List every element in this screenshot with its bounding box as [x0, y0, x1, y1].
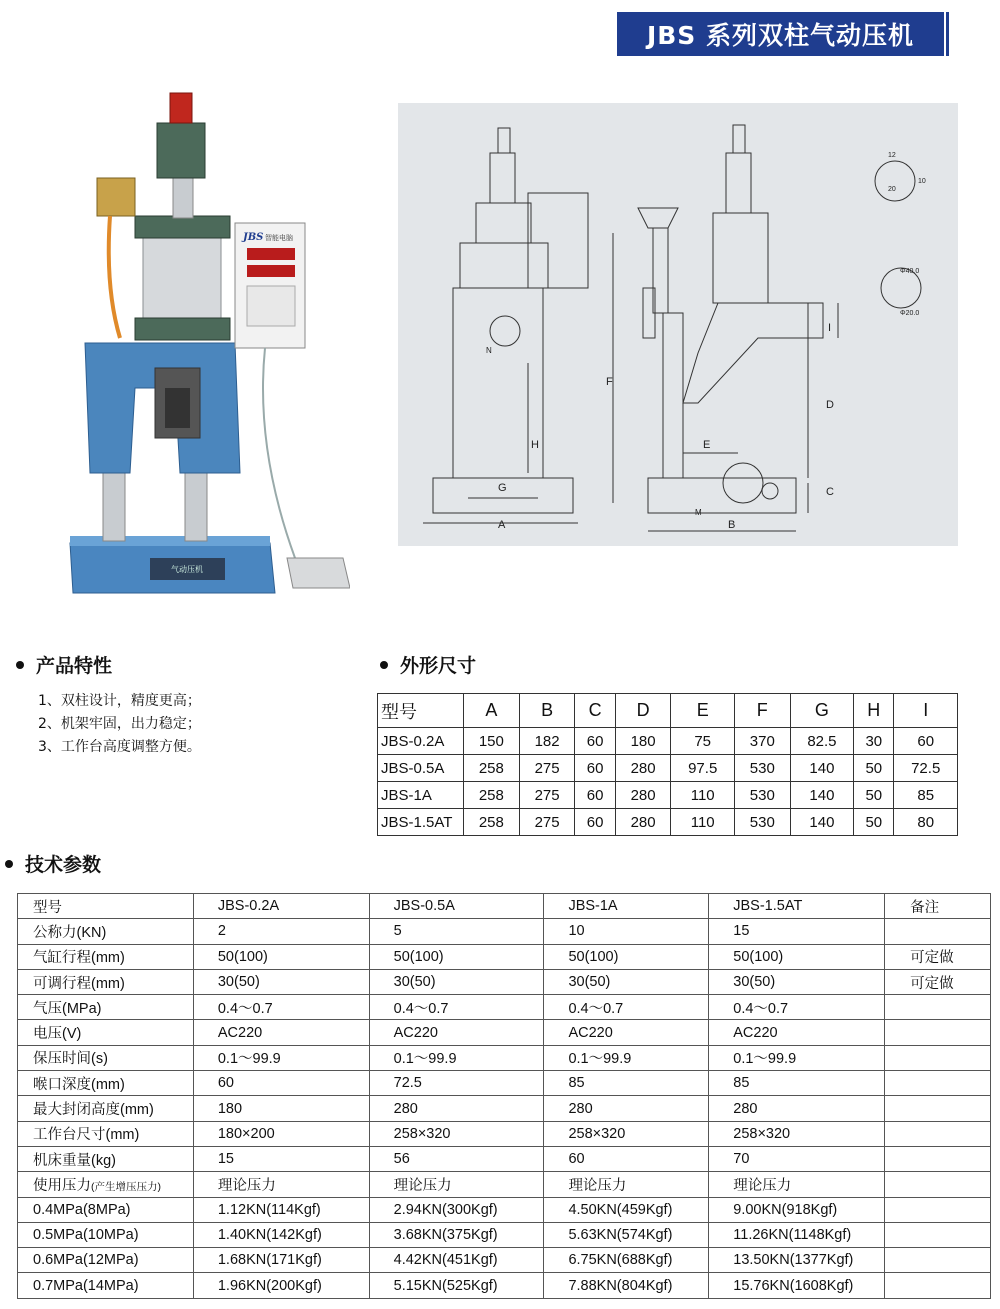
table-cell: 理论压力 [709, 1172, 885, 1197]
table-cell: 0.1～99.9 [544, 1045, 709, 1070]
table-cell: 530 [734, 755, 790, 782]
table-row [18, 1197, 991, 1222]
table-cell: 50(100) [709, 944, 885, 969]
table-cell: 60 [575, 728, 615, 755]
table-row [18, 1096, 991, 1121]
table-cell: 280 [709, 1096, 885, 1121]
table-row [18, 995, 991, 1020]
dim-label-e: E [703, 439, 711, 451]
table-header-cell: JBS-1.5AT [709, 894, 885, 919]
specs-heading-text: 技术参数 [25, 854, 102, 876]
table-cell: 280 [615, 782, 671, 809]
table-cell: 可定做 [885, 944, 991, 969]
table-cell: 60 [575, 809, 615, 836]
table-cell: 85 [544, 1071, 709, 1096]
dim-label-b: B [728, 519, 736, 531]
table-header-cell: G [790, 694, 853, 728]
table-header-row [378, 694, 958, 728]
table-cell: 280 [615, 755, 671, 782]
table-cell: 50 [854, 782, 894, 809]
table-cell: 0.7MPa(14MPa) [18, 1273, 194, 1298]
table-cell: 60 [544, 1146, 709, 1171]
table-header-cell: E [671, 694, 734, 728]
table-cell: 258×320 [709, 1121, 885, 1146]
table-cell: 140 [790, 782, 853, 809]
table-cell: 370 [734, 728, 790, 755]
table-cell: 1.68KN(171Kgf) [193, 1248, 369, 1273]
table-cell: 2 [193, 919, 369, 944]
specs-heading [5, 850, 101, 877]
table-cell: 0.6MPa(12MPa) [18, 1248, 194, 1273]
table-cell: 0.1～99.9 [193, 1045, 369, 1070]
table-row [18, 1146, 991, 1171]
table-cell: AC220 [193, 1020, 369, 1045]
bullet-icon [16, 661, 24, 669]
table-cell: AC220 [544, 1020, 709, 1045]
table-cell: 6.75KN(688Kgf) [544, 1248, 709, 1273]
table-header-cell: H [854, 694, 894, 728]
table-cell: 保压时间(s) [18, 1045, 194, 1070]
table-row [378, 809, 958, 836]
table-cell: 75 [671, 728, 734, 755]
table-cell: 180 [615, 728, 671, 755]
table-cell: 150 [464, 728, 520, 755]
table-cell: 280 [615, 809, 671, 836]
table-cell: AC220 [709, 1020, 885, 1045]
table-cell: JBS-1.5AT [378, 809, 464, 836]
table-cell [885, 1121, 991, 1146]
table-cell: 140 [790, 755, 853, 782]
detail-dim-10: 10 [918, 178, 926, 185]
table-cell: 60 [894, 728, 958, 755]
table-row [18, 919, 991, 944]
table-cell: 82.5 [790, 728, 853, 755]
table-cell: 280 [544, 1096, 709, 1121]
table-cell: 可定做 [885, 969, 991, 994]
table-cell: 97.5 [671, 755, 734, 782]
table-cell: 50(100) [193, 944, 369, 969]
table-cell: 0.1～99.9 [369, 1045, 544, 1070]
table-header-row [18, 894, 991, 919]
table-header-cell: JBS-0.5A [369, 894, 544, 919]
table-cell: 1.12KN(114Kgf) [193, 1197, 369, 1222]
table-cell: 258 [464, 809, 520, 836]
table-cell: 0.4～0.7 [369, 995, 544, 1020]
table-cell: 60 [193, 1071, 369, 1096]
table-cell: 1.40KN(142Kgf) [193, 1222, 369, 1247]
table-cell: 7.88KN(804Kgf) [544, 1273, 709, 1298]
table-cell: 最大封闭高度(mm) [18, 1096, 194, 1121]
table-cell: 15 [193, 1146, 369, 1171]
table-cell: 15.76KN(1608Kgf) [709, 1273, 885, 1298]
table-row [18, 1273, 991, 1298]
dim-label-n: N [486, 346, 492, 355]
table-cell: 0.4～0.7 [709, 995, 885, 1020]
table-cell [885, 1197, 991, 1222]
table-cell [885, 1146, 991, 1171]
table-cell: 5 [369, 919, 544, 944]
table-cell: 258×320 [544, 1121, 709, 1146]
table-cell: 理论压力 [193, 1172, 369, 1197]
table-cell: JBS-1A [378, 782, 464, 809]
dim-label-g: G [498, 482, 507, 494]
table-cell: 30(50) [544, 969, 709, 994]
table-cell [885, 1172, 991, 1197]
table-cell: 275 [519, 782, 575, 809]
feature-item: 1、双柱设计，精度更高； [38, 693, 201, 709]
controller-brand: JBS [243, 232, 264, 243]
detail-dim-12: 12 [888, 152, 896, 159]
table-cell: 5.63KN(574Kgf) [544, 1222, 709, 1247]
table-cell: 258 [464, 755, 520, 782]
table-cell: 60 [575, 755, 615, 782]
table-cell: 72.5 [894, 755, 958, 782]
table-cell: 140 [790, 809, 853, 836]
table-cell: 180×200 [193, 1121, 369, 1146]
table-cell [885, 1096, 991, 1121]
table-cell: 530 [734, 782, 790, 809]
table-cell: 气缸行程(mm) [18, 944, 194, 969]
table-cell: 理论压力 [544, 1172, 709, 1197]
table-cell [885, 1273, 991, 1298]
table-cell: 11.26KN(1148Kgf) [709, 1222, 885, 1247]
nameplate-text: 气动压机 [171, 565, 203, 574]
dimensions-table [377, 693, 958, 836]
table-header-cell: 型号 [378, 694, 464, 728]
table-cell: 可调行程(mm) [18, 969, 194, 994]
table-cell: JBS-0.2A [378, 728, 464, 755]
dimensions-heading [380, 651, 476, 678]
dim-label-h: H [531, 439, 539, 451]
table-cell: 10 [544, 919, 709, 944]
dim-label-f: F [606, 376, 613, 388]
pressure-note: (产生增压压力) [91, 1180, 161, 1193]
table-row [18, 1222, 991, 1247]
table-cell: 电压(V) [18, 1020, 194, 1045]
features-heading-text: 产品特性 [36, 655, 113, 677]
table-cell: 275 [519, 755, 575, 782]
detail-dim-phi40: Φ40.0 [900, 268, 920, 275]
table-cell: 30(50) [193, 969, 369, 994]
dim-label-i: I [828, 322, 832, 334]
table-header-cell: 备注 [885, 894, 991, 919]
features-heading [16, 651, 112, 678]
table-cell: 0.4～0.7 [193, 995, 369, 1020]
specs-table [17, 893, 991, 1299]
table-cell: 50(100) [544, 944, 709, 969]
table-cell: 70 [709, 1146, 885, 1171]
detail-dim-phi20: Φ20.0 [900, 310, 920, 317]
table-header-cell: JBS-1A [544, 894, 709, 919]
table-cell: 530 [734, 809, 790, 836]
table-cell: 72.5 [369, 1071, 544, 1096]
table-cell: 气压(MPa) [18, 995, 194, 1020]
table-cell: JBS-0.5A [378, 755, 464, 782]
table-cell: 3.68KN(375Kgf) [369, 1222, 544, 1247]
table-row [18, 1020, 991, 1045]
table-row [378, 728, 958, 755]
table-header-cell: D [615, 694, 671, 728]
feature-item: 3、工作台高度调整方便。 [38, 739, 201, 755]
dim-label-c: C [826, 486, 834, 498]
table-row [18, 944, 991, 969]
machine-photo [65, 88, 350, 598]
table-row [18, 1248, 991, 1273]
table-cell: 30 [854, 728, 894, 755]
dim-label-a: A [498, 519, 506, 531]
table-cell: 50 [854, 809, 894, 836]
table-row [18, 1121, 991, 1146]
feature-item: 2、机架牢固，出力稳定； [38, 716, 201, 732]
table-cell [885, 1222, 991, 1247]
table-cell: 258×320 [369, 1121, 544, 1146]
table-cell: 0.4MPa(8MPa) [18, 1197, 194, 1222]
table-header-cell: JBS-0.2A [193, 894, 369, 919]
table-cell: 258 [464, 782, 520, 809]
table-cell: 50 [854, 755, 894, 782]
table-cell: 110 [671, 809, 734, 836]
table-cell: 0.4～0.7 [544, 995, 709, 1020]
table-cell: 1.96KN(200Kgf) [193, 1273, 369, 1298]
table-cell: 30(50) [709, 969, 885, 994]
title-accent-line [946, 12, 949, 56]
table-cell [885, 1071, 991, 1096]
table-cell: 0.1～99.9 [709, 1045, 885, 1070]
table-cell: 280 [369, 1096, 544, 1121]
dim-label-m: M [695, 508, 702, 517]
detail-dim-20: 20 [888, 186, 896, 193]
table-cell: 180 [193, 1096, 369, 1121]
table-cell: 182 [519, 728, 575, 755]
table-cell: 理论压力 [369, 1172, 544, 1197]
table-cell: 2.94KN(300Kgf) [369, 1197, 544, 1222]
pressure-label: 使用压力 [33, 1177, 91, 1194]
table-header-cell: B [519, 694, 575, 728]
table-cell [885, 995, 991, 1020]
table-cell: 13.50KN(1377Kgf) [709, 1248, 885, 1273]
table-cell: 275 [519, 809, 575, 836]
table-cell: 30(50) [369, 969, 544, 994]
table-cell: 5.15KN(525Kgf) [369, 1273, 544, 1298]
table-cell: 85 [709, 1071, 885, 1096]
table-row [378, 755, 958, 782]
table-row [18, 1172, 991, 1197]
table-cell: 喉口深度(mm) [18, 1071, 194, 1096]
dim-label-d: D [826, 399, 834, 411]
table-header-cell: 型号 [18, 894, 194, 919]
table-cell: 110 [671, 782, 734, 809]
table-cell: 50(100) [369, 944, 544, 969]
table-header-cell: F [734, 694, 790, 728]
table-cell: 56 [369, 1146, 544, 1171]
table-cell: 85 [894, 782, 958, 809]
table-cell [885, 1248, 991, 1273]
table-cell [885, 919, 991, 944]
foot-pedal [287, 558, 350, 588]
table-cell [18, 1172, 194, 1197]
table-cell: 公称力(KN) [18, 919, 194, 944]
page-title: JBS 系列双柱气动压机 [617, 12, 944, 56]
table-cell [885, 1045, 991, 1070]
table-header-cell: I [894, 694, 958, 728]
table-cell: 9.00KN(918Kgf) [709, 1197, 885, 1222]
table-cell: 4.42KN(451Kgf) [369, 1248, 544, 1273]
table-cell: 15 [709, 919, 885, 944]
table-cell: 4.50KN(459Kgf) [544, 1197, 709, 1222]
table-row [18, 1045, 991, 1070]
features-list [38, 690, 201, 759]
table-cell: 0.5MPa(10MPa) [18, 1222, 194, 1247]
table-row [378, 782, 958, 809]
table-row [18, 969, 991, 994]
technical-drawing [398, 103, 958, 546]
table-cell: AC220 [369, 1020, 544, 1045]
table-cell: 60 [575, 782, 615, 809]
table-cell: 机床重量(kg) [18, 1146, 194, 1171]
controller-title: 智能电脑 [265, 234, 293, 242]
table-row [18, 1071, 991, 1096]
bullet-icon [5, 860, 13, 868]
table-header-cell: A [464, 694, 520, 728]
table-cell: 工作台尺寸(mm) [18, 1121, 194, 1146]
dimensions-heading-text: 外形尺寸 [400, 655, 477, 677]
bullet-icon [380, 661, 388, 669]
table-header-cell: C [575, 694, 615, 728]
table-cell: 80 [894, 809, 958, 836]
table-cell [885, 1020, 991, 1045]
